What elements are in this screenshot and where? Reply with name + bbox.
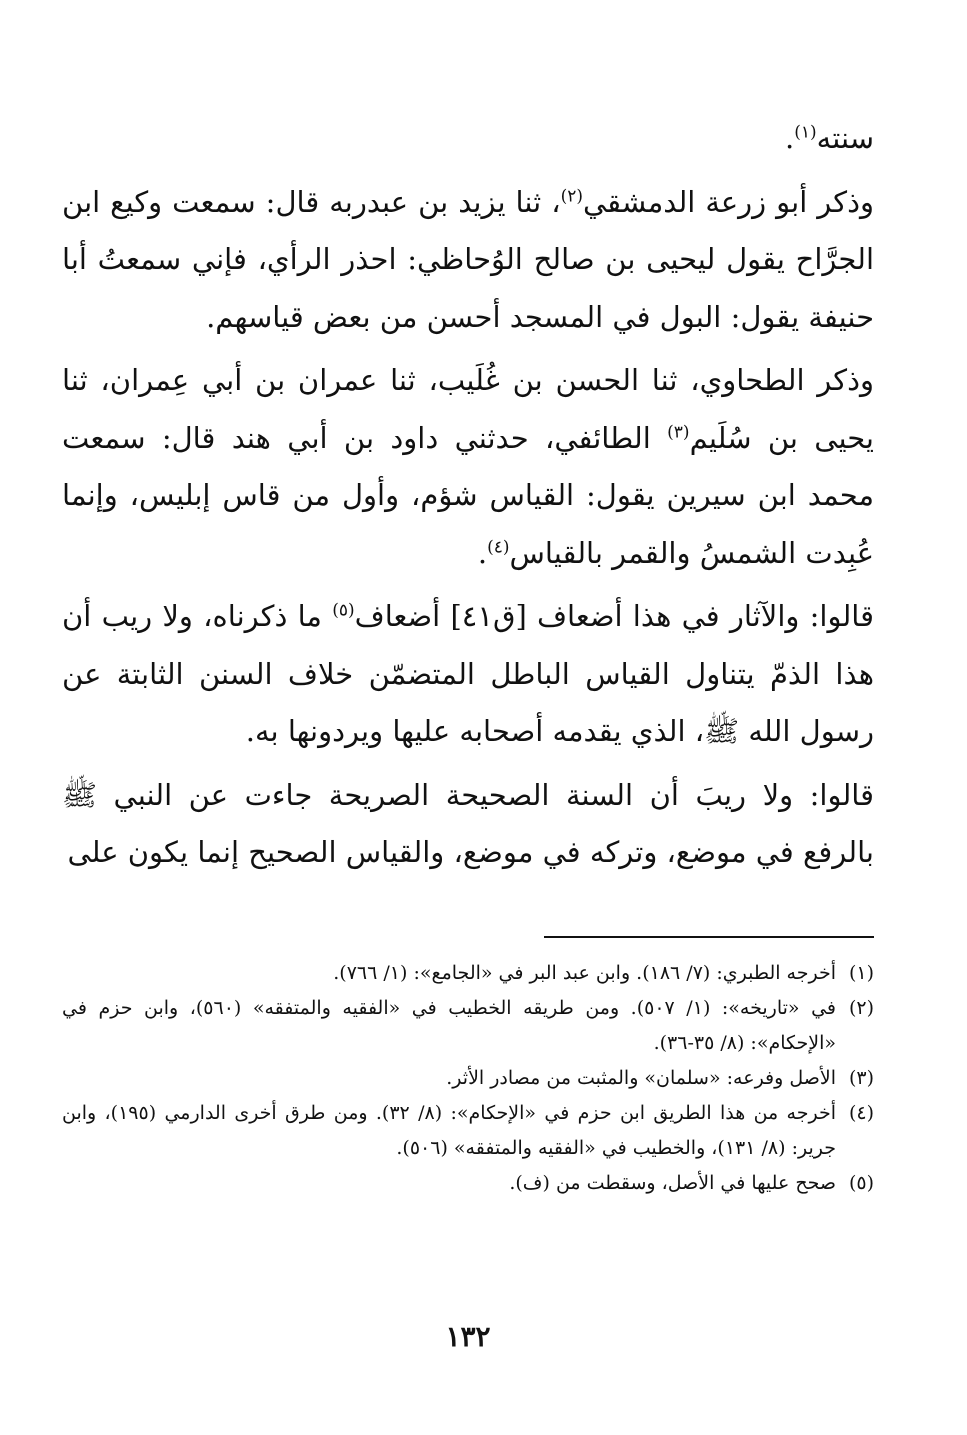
book-page <box>62 110 874 1410</box>
footnote-text: أخرجه من هذا الطريق ابن حزم في «الإحكام»: (٨/ ٣٢). ومن طرق أخرى الدارمي (١٩٥)، وابن جرير: (٨/ ١٣١)، والخطيب في «الفقيه والمتفقه» (٥٠٦). <box>62 1102 836 1159</box>
text-run: ما ذكرناه، ولا ريب أن هذا الذمّ يتناول القياس الباطل المتضمّن خلاف السنن الثابتة عن رسول الله ﷺ، الذي يقدمه أصحابه عليها ويردونها به. <box>62 599 874 748</box>
text-run: سنته <box>816 121 874 155</box>
text-run: قالوا: ولا ريبَ أن السنة الصحيحة الصريحة جاءت عن النبي ﷺ بالرفع في موضع، وتركه في موضع، والقياس الصحيح إنما يكون على <box>62 777 874 869</box>
footnote-ref-5[interactable]: (٥) <box>332 600 355 621</box>
paragraph-2 <box>62 352 874 582</box>
footnote-divider <box>544 936 874 938</box>
footnote-number: (٣) <box>848 1067 874 1089</box>
footnote-4 <box>62 1096 874 1166</box>
footnote-text: في «تاريخه»: (١/ ٥٠٧). ومن طريقه الخطيب في «الفقيه والمتفقه» (٥٦٠)، وابن حزم في «الإحكام»: (٨/ ٣٥-٣٦). <box>62 997 836 1054</box>
footnote-2 <box>62 991 874 1061</box>
text-run: . <box>785 121 795 155</box>
footnote-text: أخرجه الطبري: (٧/ ١٨٦). وابن عبد البر في «الجامع»: (١/ ٧٦٦). <box>333 962 836 984</box>
main-text <box>62 110 874 882</box>
text-run: ، ثنا يزيد بن عبدربه قال: سمعت وكيع ابن الجرَّاح يقول ليحيى بن صالح الوُحاظي: احذر الرأي، فإني سمعتُ أبا حنيفة يقول: البول في المسجد أحسن من بعض قياسهم. <box>62 184 874 334</box>
text-run: . <box>477 535 488 570</box>
footnote-5 <box>62 1166 874 1201</box>
page-number: ١٣٢ <box>445 1320 491 1353</box>
footnote-number: (٤) <box>848 1102 874 1124</box>
footnote-number: (٥) <box>848 1172 874 1194</box>
footnote-number: (٢) <box>848 997 874 1019</box>
paragraph-0 <box>62 110 874 168</box>
footnote-text: صحح عليها في الأصل، وسقطت من (ف). <box>509 1172 836 1194</box>
footnotes <box>62 956 874 1201</box>
footnote-ref-1[interactable]: (١) <box>794 122 817 143</box>
text-run: قالوا: والآثار في هذا أضعاف [ق٤١] أضعاف <box>354 599 874 633</box>
paragraph-3 <box>62 588 874 761</box>
text-run: الطائفي، حدثني داود بن أبي هند قال: سمعت محمد ابن سيرين يقول: القياس شؤم، وأول من قاس إبليس، وإنما عُبِدت الشمسُ والقمر بالقياس <box>62 420 874 570</box>
footnote-ref-3[interactable]: (٣) <box>667 421 690 442</box>
paragraph-4 <box>62 767 874 882</box>
paragraph-1 <box>62 174 874 347</box>
footnote-text: الأصل وفرعه: «سلمان» والمثبت من مصادر الأثر. <box>446 1067 836 1089</box>
footnote-number: (١) <box>848 962 874 984</box>
footnote-ref-4[interactable]: (٤) <box>487 536 510 557</box>
text-run: وذكر أبو زرعة الدمشقي <box>582 184 874 219</box>
text-run: وذكر الطحاوي، ثنا الحسن بن غُلَيب، ثنا عمران بن أبي عِمران، ثنا يحيى بن سُلَيم <box>62 363 875 455</box>
footnote-ref-2[interactable]: (٢) <box>560 185 583 206</box>
footnote-3 <box>62 1061 874 1096</box>
footnote-1 <box>62 956 874 991</box>
